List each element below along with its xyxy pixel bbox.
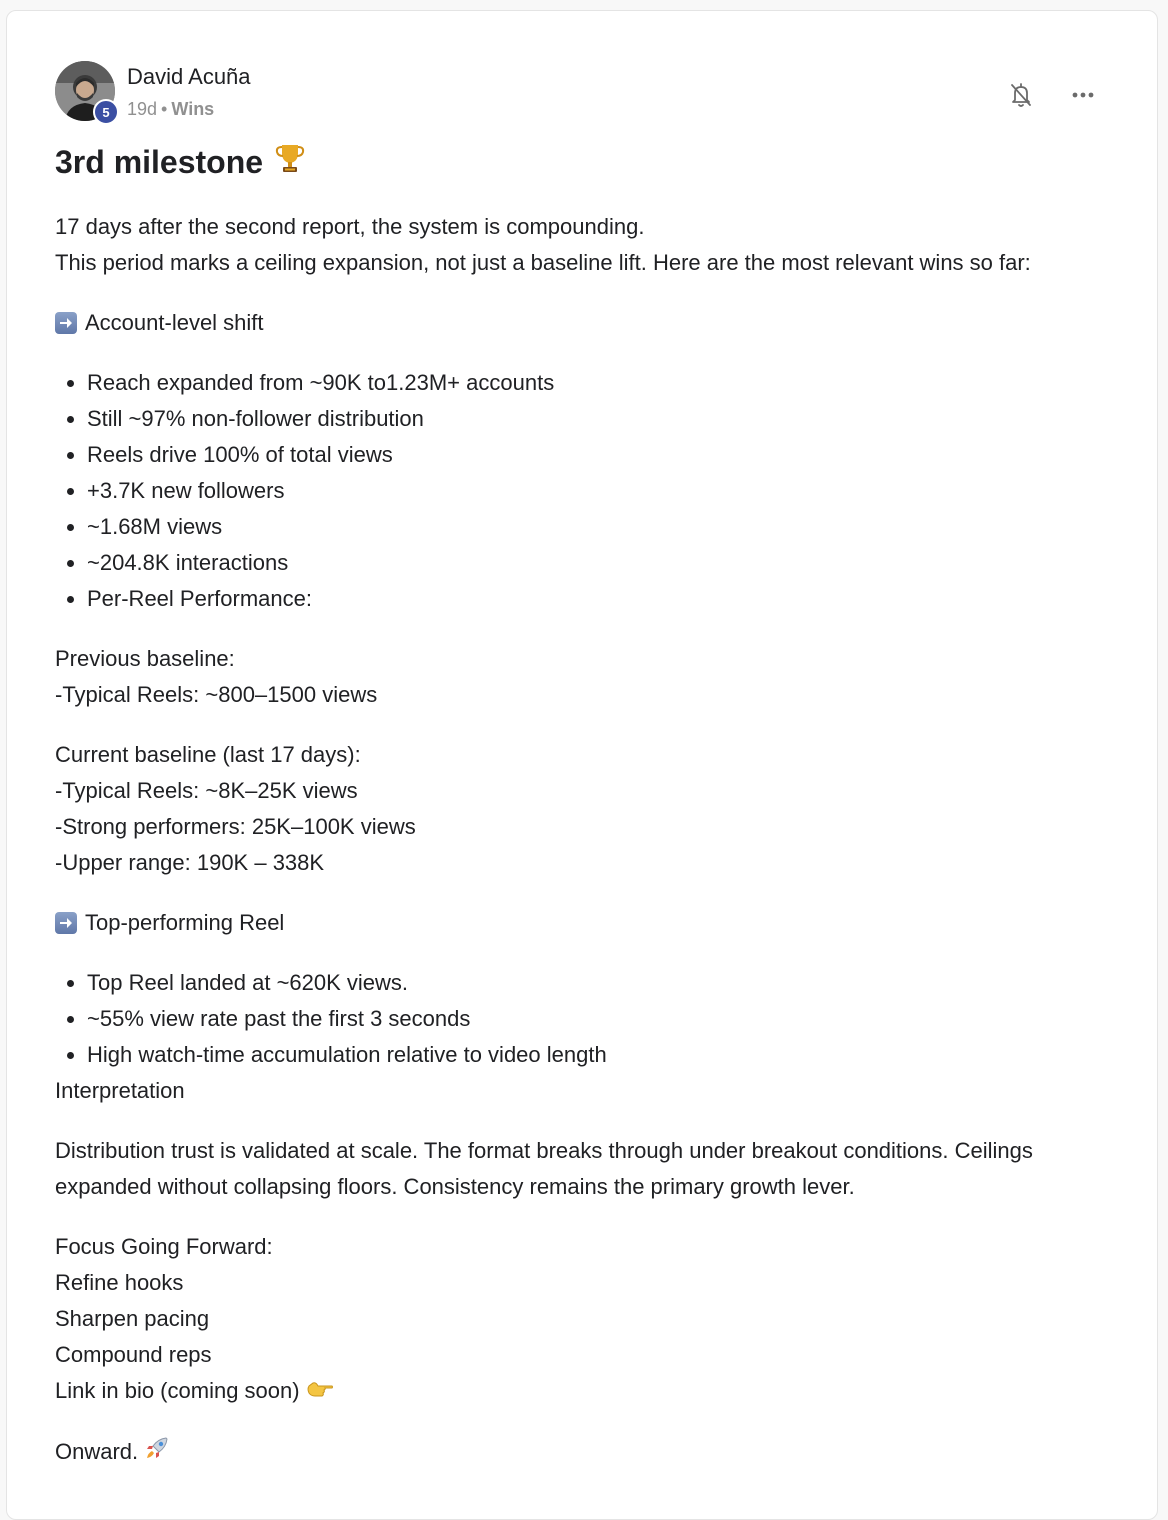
intro-line-1: 17 days after the second report, the system is compounding. bbox=[55, 214, 645, 239]
section-1-title: Account-level shift bbox=[85, 310, 264, 335]
post-card bbox=[6, 10, 1158, 1520]
post-header bbox=[55, 61, 1105, 125]
right-arrow-icon bbox=[55, 312, 77, 334]
more-options-icon[interactable] bbox=[1067, 79, 1099, 111]
focus-item-4-text: Link in bio (coming soon) bbox=[55, 1378, 300, 1403]
list-item: • ~204.8K interactions bbox=[87, 545, 1095, 581]
focus-item-3: Compound reps bbox=[55, 1342, 212, 1367]
list-item: • Reels drive 100% of total views bbox=[87, 437, 1095, 473]
right-arrow-icon bbox=[55, 912, 77, 934]
post-time: 19d bbox=[127, 99, 158, 119]
current-baseline-strong: -Strong performers: 25K–100K views bbox=[55, 814, 416, 839]
focus-label: Focus Going Forward: bbox=[55, 1234, 273, 1259]
previous-baseline-label: Previous baseline: bbox=[55, 646, 235, 671]
previous-baseline-typical: -Typical Reels: ~800–1500 views bbox=[55, 682, 378, 707]
section-account-level-shift bbox=[55, 305, 1095, 341]
list-item: • ~55% view rate past the first 3 seconds bbox=[87, 1001, 1095, 1037]
interpretation-text: Distribution trust is validated at scale. The format breaks through under breakout conditions. Ceilings expanded without collapsing floors. Consistency remains the primary growth lever. bbox=[55, 1138, 1033, 1199]
current-baseline-typical: -Typical Reels: ~8K–25K views bbox=[55, 778, 358, 803]
post-meta bbox=[127, 99, 214, 120]
focus-item-1: Refine hooks bbox=[55, 1270, 184, 1295]
list-item: • Per-Reel Performance: bbox=[87, 581, 1095, 617]
section-2-title: Top-performing Reel bbox=[85, 910, 285, 935]
current-baseline-label: Current baseline (last 17 days): bbox=[55, 742, 361, 767]
list-item: • Still ~97% non-follower distribution bbox=[87, 401, 1095, 437]
post-title bbox=[55, 141, 307, 183]
author-avatar[interactable] bbox=[55, 61, 115, 121]
meta-separator: • bbox=[161, 99, 168, 119]
pointing-hand-icon bbox=[306, 1374, 334, 1410]
interpretation-label: Interpretation bbox=[55, 1078, 185, 1103]
list-item: • +3.7K new followers bbox=[87, 473, 1095, 509]
list-item: • ~1.68M views bbox=[87, 509, 1095, 545]
author-name[interactable]: David Acuña bbox=[127, 64, 251, 89]
level-badge: 5 bbox=[93, 99, 119, 125]
list-item: • Reach expanded from ~90K to1.23M+ accounts bbox=[87, 365, 1095, 401]
intro-line-2: This period marks a ceiling expansion, not just a baseline lift. Here are the most relevant wins so far: bbox=[55, 250, 1031, 275]
post-title-text: 3rd milestone bbox=[55, 143, 264, 180]
section-top-performing-reel bbox=[55, 905, 1095, 941]
post-category[interactable]: Wins bbox=[171, 99, 215, 119]
post-body bbox=[55, 209, 1095, 1472]
rocket-icon bbox=[144, 1435, 170, 1472]
bell-off-icon[interactable] bbox=[1005, 79, 1037, 111]
onward-text: Onward. bbox=[55, 1439, 139, 1465]
account-shift-list bbox=[55, 365, 1095, 617]
onward-line bbox=[55, 1434, 1095, 1472]
current-baseline-upper: -Upper range: 190K – 338K bbox=[55, 850, 325, 875]
list-item: • Top Reel landed at ~620K views. bbox=[87, 965, 1095, 1001]
top-reel-list bbox=[55, 965, 1095, 1073]
focus-item-4 bbox=[55, 1373, 1095, 1410]
trophy-icon bbox=[273, 141, 307, 183]
list-item: • High watch-time accumulation relative to video length bbox=[87, 1037, 1095, 1073]
focus-item-2: Sharpen pacing bbox=[55, 1306, 210, 1331]
